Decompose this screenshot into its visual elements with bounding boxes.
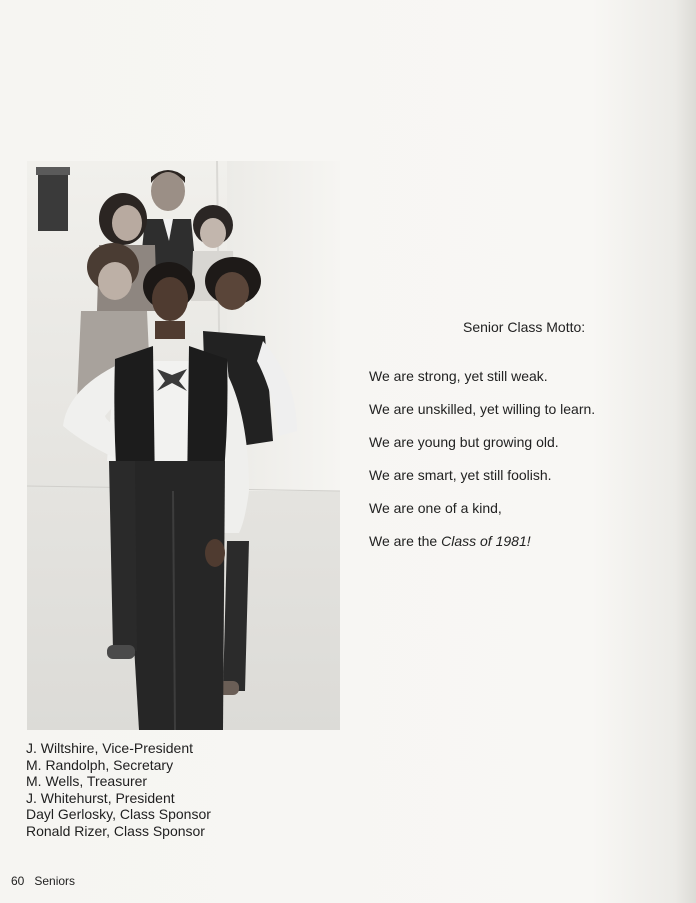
motto-line: We are young but growing old.: [369, 434, 559, 450]
photo-caption: [26, 740, 211, 840]
caption-line: M. Randolph, Secretary: [26, 756, 174, 773]
section-name: Seniors: [34, 874, 76, 888]
motto-heading: Senior Class Motto:: [463, 319, 586, 335]
motto-final-emphasis: Class of 1981!: [441, 533, 531, 549]
motto-line: We are one of a kind,: [369, 500, 502, 516]
motto-list: [369, 368, 595, 566]
motto-final-line: [369, 533, 595, 550]
motto-line: We are unskilled, yet willing to learn.: [369, 401, 596, 417]
page-number: 60: [11, 874, 25, 888]
page-footer: [11, 874, 75, 888]
caption-line: J. Wiltshire, Vice-President: [26, 740, 194, 756]
caption-line: Dayl Gerlosky, Class Sponsor: [26, 806, 211, 823]
motto-line: We are strong, yet still weak.: [369, 368, 548, 384]
caption-line: Ronald Rizer, Class Sponsor: [26, 822, 205, 839]
motto-final-prefix: We are the: [369, 533, 442, 549]
caption-line: J. Whitehurst, President: [26, 789, 175, 806]
class-officers-photo: [27, 161, 340, 730]
class-officers-photo-graphic: [27, 161, 340, 730]
caption-line: M. Wells, Treasurer: [26, 773, 148, 790]
motto-line: We are smart, yet still foolish.: [369, 467, 552, 483]
